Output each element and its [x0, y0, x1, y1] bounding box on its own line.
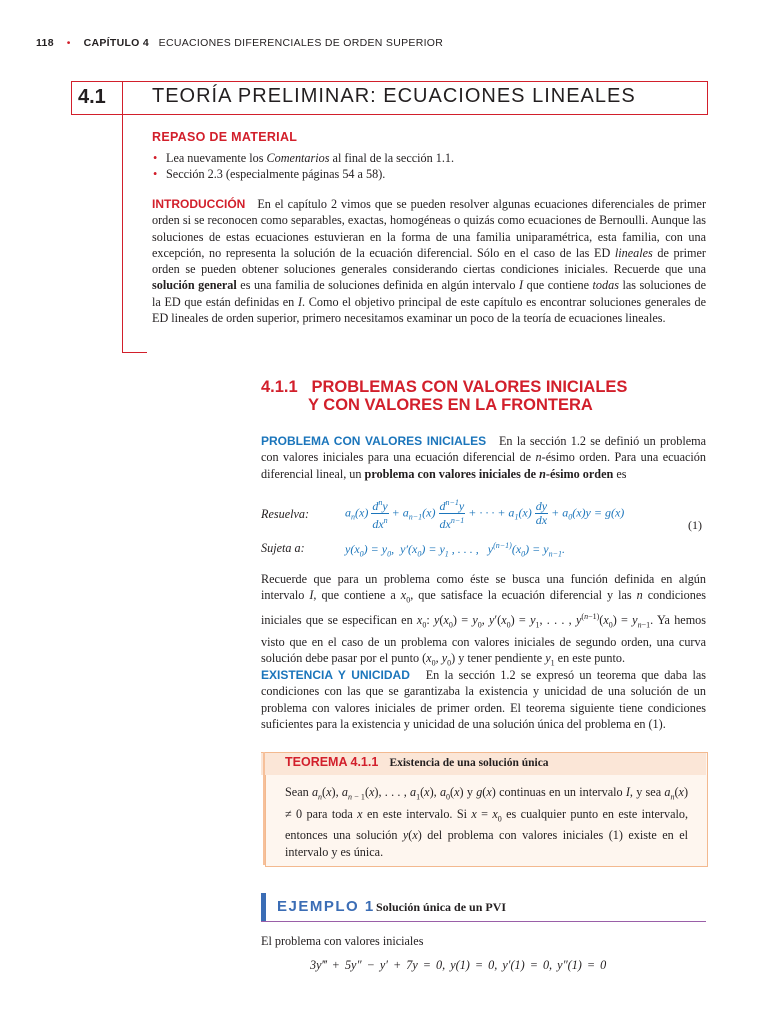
- theorem-label: TEOREMA 4.1.1: [285, 755, 379, 769]
- review-item: • Sección 2.3 (especialmente páginas 54 a 58).: [166, 166, 454, 182]
- example-bar: [261, 893, 266, 921]
- theorem-heading: [285, 755, 549, 770]
- example-text: El problema con valores iniciales: [261, 934, 424, 948]
- introduction-paragraph: [152, 196, 706, 326]
- running-header: [36, 37, 443, 49]
- section-rule-end: [122, 352, 147, 353]
- theorem-left-rule: [263, 752, 265, 865]
- eq-resuelva-label: Resuelva:: [261, 507, 310, 521]
- equation-1: $a_n(x)$ $\frac{d^ny}{dx^n}$ + $a_{n-1}(x)$ $\frac{d^{n-1}y}{dx^{n-1}}$ + · · · + $a_1(x)$ $\frac{dy}{dx}$ + $a_0(x)y = g(x)$: [345, 498, 625, 531]
- page-number: 118: [36, 37, 54, 49]
- subsection-number: 4.1.1: [261, 378, 298, 396]
- chapter-title: ECUACIONES DIFERENCIALES DE ORDEN SUPERIOR: [158, 37, 444, 49]
- intro-text: En el capítulo 2 vimos que se pueden resolver algunas ecuaciones diferenciales de primer orden si se reconocen como separables, exactas, homogéneas o quizás como ecuaciones de Bernoulli. Aunque las soluciones de estas ecuaciones estuvieran en la forma de una familia uniparamétrica, esta familia, con una excepción, no representa la solución de la ecuación diferencial. Sólo en el caso de las ED lineales de primer orden se pueden obtener soluciones generales considerando ciertas condiciones iniciales. Recuerde que una solución general es una familia de soluciones definida en algún intervalo I que contiene todas las soluciones de la ED que están definidas en I. Como el objetivo principal de este capítulo es encontrar soluciones generales de ED lineales de orden superior, primero necesitamos examinar un poco de la teoría de ecuaciones lineales.: [152, 197, 707, 326]
- chapter-label: CAPÍTULO 4: [83, 37, 149, 49]
- pvi-paragraph: [261, 433, 706, 482]
- section-title: TEORÍA PRELIMINAR: ECUACIONES LINEALES: [152, 85, 636, 107]
- initial-conditions: $y(x_0) = y_0$, $y'(x_0) = y_1$ , . . . , $y^{(n-1)}(x_0) = y_{n-1}$.: [345, 541, 565, 559]
- existencia-text: En la sección 1.2 se expresó un teorema que daba las condiciones con las que se garantizaba la existencia y unicidad de una solución de un problema con valores iniciales de primer orden. El teorema siguiente tiene condiciones suficientes para la existencia y unicidad de una solución única del problema en (1).: [261, 668, 707, 731]
- existencia-paragraph: [261, 667, 706, 732]
- pvi-lead: PROBLEMA CON VALORES INICIALES: [261, 434, 487, 448]
- theorem-title: Existencia de una solución única: [389, 757, 549, 769]
- subsection-title-line1: PROBLEMAS CON VALORES INICIALES: [311, 378, 628, 396]
- recuerde-paragraph: Recuerde que para un problema como éste se busca una función definida en algún intervalo I, que contiene a $x_0$, que satisface la ecuación diferencial y las n condiciones iniciales que se especifican en $x_0$: $y(x_0) = y_0$, $y'(x_0) = y_1$, . . . , $y^{(n-1)}(x_0) = y_{n-1}$. Ya hemos visto que en el caso de un problema con valores iniciales de segundo orden, una curva solución debe pasar por el punto ($x_0$, $y_0$) y tener pendiente $y_1$ en este punto.: [261, 572, 707, 668]
- subsection-title-line2: Y CON VALORES EN LA FRONTERA: [308, 396, 593, 414]
- existencia-lead: EXISTENCIA Y UNICIDAD: [261, 668, 410, 682]
- equation-number: (1): [688, 518, 702, 532]
- header-bullet: •: [66, 37, 71, 49]
- section-number: 4.1: [78, 86, 106, 108]
- example-equation: 3y‴ + 5y″ − y′ + 7y = 0, y(1) = 0, y′(1) = 0, y″(1) = 0: [310, 958, 607, 972]
- theorem-body: Sean $a_n(x)$, $a_{n - 1}(x)$, . . . , $a_1(x)$, $a_0(x)$ y g(x) continuas en un intervalo I, y sea $a_n(x) \ne 0$ para toda x en este intervalo. Si $x = x_0$ es cualquier punto en este intervalo, entonces una solución y(x) del problema con valores iniciales (1) existe en el intervalo y es única.: [285, 785, 689, 859]
- eq-sujeta-label: Sujeta a:: [261, 541, 305, 555]
- pvi-text: En la sección 1.2 se definió un problema con valores iniciales para una ecuación diferencial de n-ésimo orden. Para una ecuación diferencial lineal, un problema con valores iniciales de n-ésimo orden es: [261, 434, 707, 481]
- intro-lead: INTRODUCCIÓN: [152, 197, 246, 211]
- subsection-title: [261, 378, 627, 414]
- section-rule-vertical: [122, 113, 123, 353]
- example-label: EJEMPLO 1: [277, 898, 375, 915]
- review-list: [150, 150, 454, 183]
- review-item: • Lea nuevamente los Comentarios al final de la sección 1.1.: [166, 150, 454, 166]
- example-title: Solución única de un PVI: [376, 900, 507, 914]
- review-heading: REPASO DE MATERIAL: [152, 130, 298, 144]
